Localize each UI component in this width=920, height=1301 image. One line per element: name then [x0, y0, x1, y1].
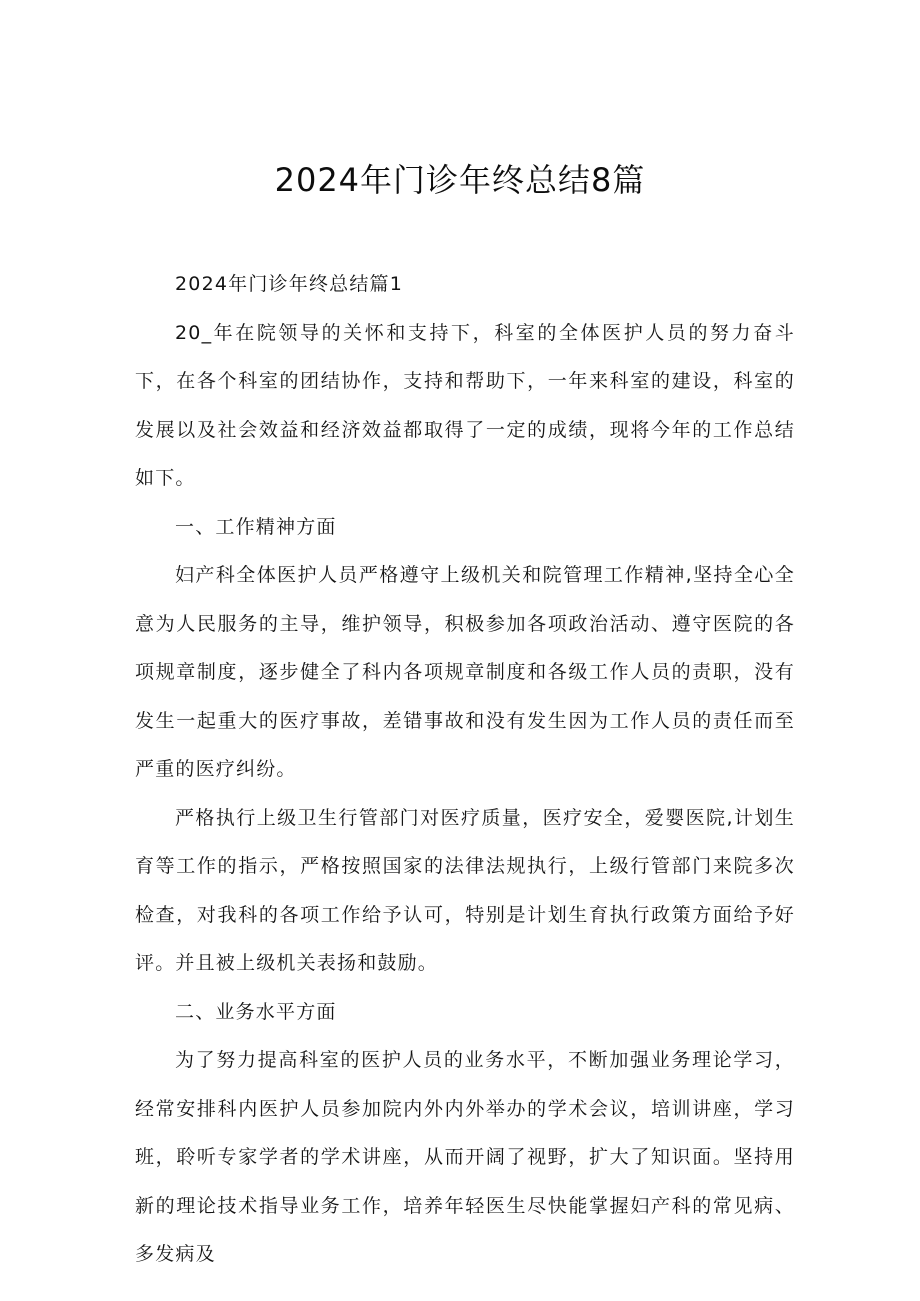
work-spirit-paragraph-1: 妇产科全体医护人员严格遵守上级机关和院管理工作精神,坚持全心全意为人民服务的主导，维护领导，积极参加各项政治活动、遵守医院的各项规章制度，逐步健全了科内各项规章制度和各级工作人员的责职，没有发生一起重大的医疗事故，差错事故和没有发生因为工作人员的责任而至严重的医疗纠纷。 [135, 564, 795, 780]
intro-paragraph: 20_年在院领导的关怀和支持下，科室的全体医护人员的努力奋斗下，在各个科室的团结协作，支持和帮助下，一年来科室的建设，科室的发展以及社会效益和经济效益都取得了一定的成绩，现将今年的工作总结如下。 [135, 321, 795, 489]
document-title: 2024年门诊年终总结8篇 [274, 161, 646, 199]
heading-work-spirit: 一、工作精神方面 [175, 515, 337, 538]
heading-business-level: 二、业务水平方面 [175, 1000, 337, 1023]
business-level-paragraph-1: 为了努力提高科室的医护人员的业务水平，不断加强业务理论学习，经常安排科内医护人员参加院内外内外举办的学术会议，培训讲座，学习班，聆听专家学者的学术讲座，从而开阔了视野，扩大了知识面。坚持用新的理论技术指导业务工作，培养年轻医生尽快能掌握妇产科的常见病、多发病及 [135, 1049, 795, 1265]
work-spirit-paragraph-2: 严格执行上级卫生行管部门对医疗质量，医疗安全，爱婴医院,计划生育等工作的指示，严格按照国家的法律法规执行，上级行管部门来院多次检查，对我科的各项工作给予认可，特别是计划生育执行政策方面给予好评。并且被上级机关表扬和鼓励。 [135, 806, 795, 974]
section-title: 2024年门诊年终总结篇1 [175, 273, 404, 295]
document-body [135, 260, 795, 1279]
